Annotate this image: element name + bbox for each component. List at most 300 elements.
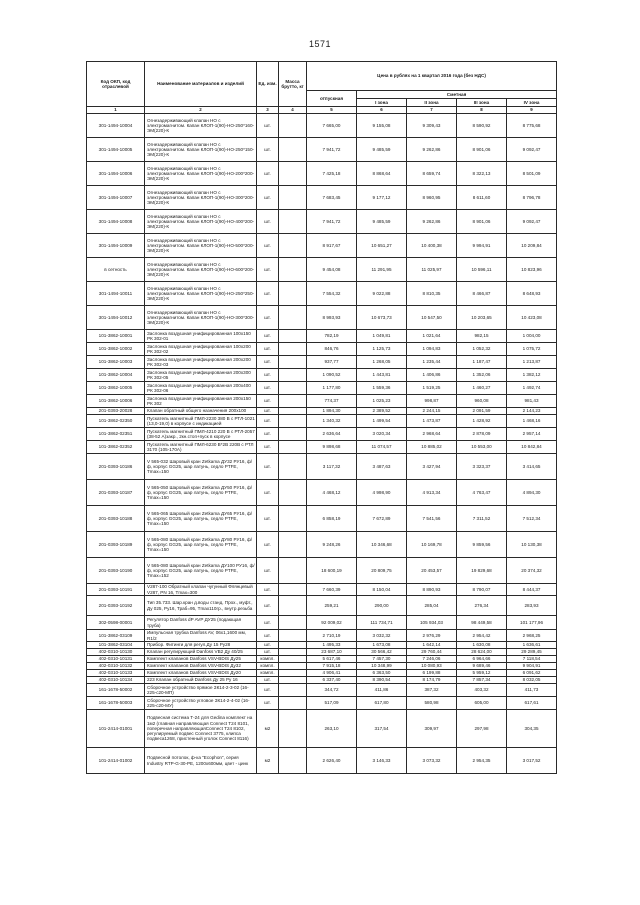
price-zone-3: 10 553,00: [457, 441, 507, 454]
item-mass: [279, 506, 307, 532]
item-unit: шт.: [257, 210, 279, 234]
item-name: Пускатель магнитный ПМЛ-2230 380 В с РТЛ-1021 (13,0-19,0) в корпусе с индикацией: [145, 415, 257, 428]
item-mass: [279, 408, 307, 415]
item-code: 402-0310-10132: [87, 663, 145, 670]
price-release: 7 915,18: [307, 663, 357, 670]
price-release: 7 425,18: [307, 162, 357, 186]
item-unit: шт.: [257, 408, 279, 415]
price-zone-4: 283,93: [507, 596, 557, 616]
price-zone-1: 7 672,89: [357, 506, 407, 532]
item-unit: шт.: [257, 558, 279, 584]
item-unit: шт.: [257, 186, 279, 210]
price-zone-3: 6 964,66: [457, 656, 507, 663]
price-zone-1: 9 485,59: [357, 138, 407, 162]
price-zone-3: 7 857,34: [457, 677, 507, 684]
table-row: [87, 369, 557, 382]
price-zone-3: 9 689,46: [457, 663, 507, 670]
item-unit: шт.: [257, 441, 279, 454]
item-name: V 565-032 Шаровый кран Zetkama ДУ32 РУ16, ф/ф, корпус GG25, шар латунь, седло PTFE, Tmax=150: [145, 454, 257, 480]
price-zone-2: 20 453,57: [407, 558, 457, 584]
item-name: Огнезадерживающий клапан НО с электромагнитом. Капан КЛОП-1(90)-НО-250*150-ЭМ(220)-К: [145, 138, 257, 162]
price-zone-3: 297,98: [457, 710, 507, 748]
column-number: 7: [407, 107, 457, 114]
item-code: 161-1678-50002: [87, 684, 145, 697]
price-zone-2: 8 174,79: [407, 677, 457, 684]
table-row: [87, 663, 557, 670]
item-mass: [279, 382, 307, 395]
price-release: 9 898,68: [307, 441, 357, 454]
price-release: 23 687,10: [307, 649, 357, 656]
price-release: 4 906,41: [307, 670, 357, 677]
item-unit: шт.: [257, 649, 279, 656]
item-mass: [279, 369, 307, 382]
item-name: Заслонка воздушная унифицированная 100х150 РК 302-01: [145, 330, 257, 343]
table-row: [87, 748, 557, 774]
price-zone-2: 10 400,38: [407, 234, 457, 258]
item-name: Огнезадерживающий клапан НО с электромагнитом. Капан КЛОП-1(90)-НО-200*200-ЭМ(220)-К: [145, 162, 257, 186]
header-zone-4: IV зона: [507, 99, 557, 107]
table-row: [87, 415, 557, 428]
table-row: [87, 428, 557, 441]
price-zone-4: 10 209,84: [507, 234, 557, 258]
price-zone-2: 10 885,02: [407, 441, 457, 454]
table-row: [87, 408, 557, 415]
item-mass: [279, 684, 307, 697]
table-row: [87, 306, 557, 330]
item-unit: шт.: [257, 596, 279, 616]
price-release: 7 660,39: [307, 584, 357, 596]
price-zone-3: 1 187,47: [457, 356, 507, 369]
price-zone-4: 1 492,74: [507, 382, 557, 395]
price-zone-2: 9 262,86: [407, 210, 457, 234]
item-mass: [279, 210, 307, 234]
price-release: 6 858,19: [307, 506, 357, 532]
item-unit: шт.: [257, 480, 279, 506]
price-release: 4 468,12: [307, 480, 357, 506]
table-row: [87, 697, 557, 710]
price-zone-4: 1 468,16: [507, 415, 557, 428]
price-release: 9 454,08: [307, 258, 357, 282]
item-name: Огнезадерживающий клапан НО с электромагнитом. Капан КЛОП-1(90)-НО-500*200-ЭМ(220)-К: [145, 234, 257, 258]
price-zone-4: 304,35: [507, 710, 557, 748]
price-zone-3: 8 590,92: [457, 114, 507, 138]
price-zone-4: 1 075,72: [507, 343, 557, 356]
price-zone-3: 9 859,56: [457, 532, 507, 558]
price-zone-3: 276,34: [457, 596, 507, 616]
table-header: [87, 62, 557, 114]
table-row: [87, 584, 557, 596]
price-zone-2: 29 760,44: [407, 649, 457, 656]
item-code: 301-1494-10011: [87, 282, 145, 306]
item-unit: шт.: [257, 282, 279, 306]
table-row: [87, 532, 557, 558]
item-unit: шт.: [257, 330, 279, 343]
item-name: V 565-065 Шаровый кран Zetkama ДУ65 РУ16, ф/ф, корпус GG25, шар латунь, седло PTFE, Tmax=150: [145, 506, 257, 532]
item-mass: [279, 649, 307, 656]
item-code: 161-1678-50003: [87, 697, 145, 710]
item-code: 301-1494-10012: [87, 306, 145, 330]
table-row: [87, 234, 557, 258]
price-zone-1: 111 734,71: [357, 616, 407, 630]
item-name: Огнезадерживающий клапан НО с электромагнитом. Капан КЛОП-1(90)-НО-600*200-ЭМ(220)-К: [145, 258, 257, 282]
price-zone-3: 1 460,27: [457, 382, 507, 395]
price-zone-1: 10 651,27: [357, 234, 407, 258]
item-mass: [279, 114, 307, 138]
price-zone-2: 3 427,94: [407, 454, 457, 480]
price-zone-1: 1 125,73: [357, 343, 407, 356]
item-name: Прибор. Фитинги для регул.Ду 15 Ру28: [145, 642, 257, 649]
item-code: 201-0393-10187: [87, 480, 145, 506]
item-unit: компл.: [257, 670, 279, 677]
item-unit: шт.: [257, 532, 279, 558]
item-name: Комплект клапанов Danfoss VSV-BDIS Ду32: [145, 663, 257, 670]
item-code: 101-3862-10002: [87, 343, 145, 356]
column-number: 5: [307, 107, 357, 114]
item-unit: шт.: [257, 258, 279, 282]
price-release: 92 009,02: [307, 616, 357, 630]
item-name: V 565-050 Шаровый кран Zetkama ДУ50 РУ16, ф/ф, корпус GG25, шар латунь, седло PTFE, Tmax=150: [145, 480, 257, 506]
price-zone-4: 10 842,84: [507, 441, 557, 454]
price-zone-1: 3 032,32: [357, 630, 407, 642]
header-name: Наименование материалов и изделий: [145, 62, 257, 107]
item-code: 101-3862-10004: [87, 369, 145, 382]
item-mass: [279, 356, 307, 369]
column-number: 1: [87, 107, 145, 114]
item-mass: [279, 234, 307, 258]
price-zone-3: 98 449,58: [457, 616, 507, 630]
item-mass: [279, 663, 307, 670]
item-name: Подвесной потолок, ф-ка "Ecophon", серия Industry RTP-G-30-PE, 1200х600мм, цвет - цинк: [145, 748, 257, 774]
item-name: Огнезадерживающий клапан НО с электромагнитом. Капан КЛОП-1(90)-НО-300*300-ЭМ(220)-К: [145, 306, 257, 330]
price-zone-4: 29 289,45: [507, 649, 557, 656]
table-row: [87, 506, 557, 532]
item-name: Клапан обратный общего назначения 200х100: [145, 408, 257, 415]
price-zone-3: 3 323,37: [457, 454, 507, 480]
price-zone-3: 1 428,92: [457, 415, 507, 428]
item-code: 101-3862-10006: [87, 395, 145, 408]
item-mass: [279, 616, 307, 630]
price-zone-3: 605,00: [457, 697, 507, 710]
item-unit: м2: [257, 748, 279, 774]
price-zone-1: 1 025,23: [357, 395, 407, 408]
price-zone-1: 9 155,08: [357, 114, 407, 138]
price-zone-1: 10 673,73: [357, 306, 407, 330]
price-release: 846,76: [307, 343, 357, 356]
item-unit: шт.: [257, 506, 279, 532]
item-code: 101-3862-03104: [87, 642, 145, 649]
price-zone-2: 580,98: [407, 697, 457, 710]
item-mass: [279, 162, 307, 186]
price-zone-4: 8 648,93: [507, 282, 557, 306]
price-release: 7 554,32: [307, 282, 357, 306]
item-code: 101-3862-10005: [87, 382, 145, 395]
price-release: 774,37: [307, 395, 357, 408]
price-zone-2: 1 235,44: [407, 356, 457, 369]
item-code: 301-1494-10006: [87, 162, 145, 186]
item-mass: [279, 186, 307, 210]
item-mass: [279, 532, 307, 558]
item-code: 301-1494-10008: [87, 210, 145, 234]
column-number: 9: [507, 107, 557, 114]
item-unit: шт.: [257, 395, 279, 408]
item-unit: шт.: [257, 162, 279, 186]
price-zone-1: 1 673,08: [357, 642, 407, 649]
price-release: 7 683,45: [307, 186, 357, 210]
column-number-row: [87, 107, 557, 114]
price-release: 344,72: [307, 684, 357, 697]
price-zone-2: 10 169,78: [407, 532, 457, 558]
price-zone-3: 28 624,00: [457, 649, 507, 656]
price-zone-1: 8 868,64: [357, 162, 407, 186]
table-row: [87, 186, 557, 210]
table-row: [87, 656, 557, 663]
price-zone-1: 1 049,81: [357, 330, 407, 343]
item-mass: [279, 596, 307, 616]
price-release: 3 117,32: [307, 454, 357, 480]
price-zone-2: 8 659,74: [407, 162, 457, 186]
price-zone-4: 8 501,09: [507, 162, 557, 186]
table-row: [87, 343, 557, 356]
header-zone-1: I зона: [357, 99, 407, 107]
item-name: V287-100 Обратный клапан чугунный Флянцевый V287, PN 16, Tmax=300: [145, 584, 257, 596]
header-code: Код ОКП, код отраслевой: [87, 62, 145, 107]
item-name: Огнезадерживающий клапан НО с электромагнитом. Капан КЛОП-1(90)-НО-250*160-ЭМ(220)-К: [145, 114, 257, 138]
price-zone-3: 960,08: [457, 395, 507, 408]
price-zone-3: 1 052,32: [457, 343, 507, 356]
price-zone-1: 4 998,90: [357, 480, 407, 506]
price-zone-4: 7 512,34: [507, 506, 557, 532]
price-zone-2: 387,32: [407, 684, 457, 697]
table-row: [87, 162, 557, 186]
price-zone-3: 8 611,60: [457, 186, 507, 210]
header-unit: Ед. изм.: [257, 62, 279, 107]
price-zone-1: 11 074,57: [357, 441, 407, 454]
price-zone-2: 7 541,56: [407, 506, 457, 532]
item-unit: шт.: [257, 382, 279, 395]
item-unit: шт.: [257, 343, 279, 356]
item-code: 101-3862-02351: [87, 428, 145, 441]
item-mass: [279, 558, 307, 584]
item-code: 201-0393-10186: [87, 454, 145, 480]
table-row: [87, 441, 557, 454]
price-zone-3: 8 901,06: [457, 138, 507, 162]
item-code: 101-3862-10003: [87, 356, 145, 369]
item-name: Пускатель магнитный ПМЛ-4210 220 В с РТЛ-2057 (38-52 А)закр., 2кн.стоп+пуск в корпусе: [145, 428, 257, 441]
item-name: Комплект клапанов Danfoss VSV-BDIS Ду25: [145, 656, 257, 663]
price-zone-2: 105 934,03: [407, 616, 457, 630]
price-zone-3: 7 311,52: [457, 506, 507, 532]
item-unit: м2: [257, 710, 279, 748]
price-zone-4: 617,61: [507, 697, 557, 710]
item-name: Клапан регулирующий Danfoss VB2 Ду 40/25: [145, 649, 257, 656]
price-release: 259,21: [307, 596, 357, 616]
item-code: в сетность: [87, 258, 145, 282]
price-release: 18 600,19: [307, 558, 357, 584]
item-name: Огнезадерживающий клапан НО с электромагнитом. Капан КЛОП-1(90)-НО-250*250-ЭМ(220)-К: [145, 282, 257, 306]
price-zone-3: 4 763,47: [457, 480, 507, 506]
price-zone-2: 1 642,14: [407, 642, 457, 649]
item-mass: [279, 330, 307, 343]
price-zone-4: 9 092,47: [507, 138, 557, 162]
item-code: 101-2414-01001: [87, 710, 145, 748]
price-zone-2: 1 519,25: [407, 382, 457, 395]
price-zone-4: 7 118,54: [507, 656, 557, 663]
price-zone-2: 6 199,88: [407, 670, 457, 677]
column-number: 8: [457, 107, 507, 114]
item-name: Заслонка воздушная унифицированная 200х400 РК 302-06: [145, 382, 257, 395]
header-zone-3: III зона: [457, 99, 507, 107]
item-name: Заслонка воздушная унифицированная 200х200 РК 302-03: [145, 356, 257, 369]
price-zone-4: 8 032,05: [507, 677, 557, 684]
item-code: 301-1494-10007: [87, 186, 145, 210]
price-zone-3: 982,15: [457, 330, 507, 343]
header-price-title: Цена в рублях на 1 квартал 2016 года (без НДС): [307, 62, 557, 91]
price-zone-2: 8 890,93: [407, 584, 457, 596]
item-name: Сборочное устройство угловое ЗК14-2-4-02 (16-225-с20-МУ): [145, 697, 257, 710]
price-zone-4: 10 423,08: [507, 306, 557, 330]
item-mass: [279, 748, 307, 774]
table-row: [87, 382, 557, 395]
table-row: [87, 677, 557, 684]
price-zone-1: 6 363,50: [357, 670, 407, 677]
item-mass: [279, 642, 307, 649]
price-zone-3: 403,32: [457, 684, 507, 697]
item-unit: шт.: [257, 369, 279, 382]
item-unit: шт.: [257, 697, 279, 710]
price-zone-4: 101 177,96: [507, 616, 557, 630]
item-code: 101-3862-10001: [87, 330, 145, 343]
price-zone-1: 1 443,81: [357, 369, 407, 382]
price-release: 5 617,46: [307, 656, 357, 663]
price-zone-4: 8 444,37: [507, 584, 557, 596]
price-zone-3: 8 466,87: [457, 282, 507, 306]
price-zone-1: 411,86: [357, 684, 407, 697]
item-mass: [279, 258, 307, 282]
table-row: [87, 138, 557, 162]
price-zone-4: 10 823,96: [507, 258, 557, 282]
item-mass: [279, 670, 307, 677]
price-zone-3: 2 954,35: [457, 748, 507, 774]
price-zone-4: 4 894,30: [507, 480, 557, 506]
item-unit: шт.: [257, 306, 279, 330]
table-row: [87, 710, 557, 748]
price-zone-3: 10 203,65: [457, 306, 507, 330]
price-zone-1: 11 291,95: [357, 258, 407, 282]
price-zone-3: 1 630,08: [457, 642, 507, 649]
price-zone-1: 10 346,68: [357, 532, 407, 558]
item-code: 302-0598-00001: [87, 616, 145, 630]
item-unit: шт.: [257, 642, 279, 649]
item-mass: [279, 306, 307, 330]
price-release: 1 495,33: [307, 642, 357, 649]
header-zone-2: II зона: [407, 99, 457, 107]
price-zone-4: 3 017,52: [507, 748, 557, 774]
item-mass: [279, 395, 307, 408]
table-row: [87, 670, 557, 677]
header-estimate: Сметная: [357, 91, 557, 99]
price-table: [86, 61, 557, 774]
price-zone-4: 1 636,61: [507, 642, 557, 649]
price-zone-4: 411,73: [507, 684, 557, 697]
price-zone-1: 1 499,54: [357, 415, 407, 428]
item-mass: [279, 343, 307, 356]
item-unit: шт.: [257, 684, 279, 697]
item-unit: шт.: [257, 415, 279, 428]
price-zone-3: 19 829,68: [457, 558, 507, 584]
price-zone-2: 1 406,86: [407, 369, 457, 382]
price-zone-4: 8 775,68: [507, 114, 557, 138]
price-zone-4: 6 091,62: [507, 670, 557, 677]
price-zone-1: 9 177,12: [357, 186, 407, 210]
price-zone-3: 1 352,06: [457, 369, 507, 382]
item-code: 201-0393-10190: [87, 558, 145, 584]
item-mass: [279, 415, 307, 428]
price-zone-1: 3 487,63: [357, 454, 407, 480]
item-mass: [279, 138, 307, 162]
price-zone-1: 617,80: [357, 697, 407, 710]
item-unit: шт.: [257, 454, 279, 480]
table-row: [87, 330, 557, 343]
price-zone-2: 2 976,29: [407, 630, 457, 642]
price-release: 517,09: [307, 697, 357, 710]
item-name: V 565-080 Шаровый кран Zetkama ДУ100 РУ16, ф/ф, корпус GG25, шар латунь, седло PTFE, Tmax=152: [145, 558, 257, 584]
price-zone-1: 20 809,75: [357, 558, 407, 584]
price-zone-1: 1 268,05: [357, 356, 407, 369]
item-unit: шт.: [257, 630, 279, 642]
item-unit: шт.: [257, 356, 279, 369]
price-zone-2: 10 547,50: [407, 306, 457, 330]
price-zone-1: 1 559,36: [357, 382, 407, 395]
price-zone-4: 20 374,32: [507, 558, 557, 584]
price-zone-4: 2 957,14: [507, 428, 557, 441]
price-release: 1 177,80: [307, 382, 357, 395]
price-zone-1: 3 020,34: [357, 428, 407, 441]
price-zone-2: 7 246,06: [407, 656, 457, 663]
table-row: [87, 558, 557, 584]
price-zone-1: 317,54: [357, 710, 407, 748]
price-release: 2 626,40: [307, 748, 357, 774]
item-code: 101-3862-02350: [87, 415, 145, 428]
table-row: [87, 395, 557, 408]
item-name: V 565-080 Шаровый кран Zetkama ДУ80 РУ16, ф/ф, корпус GG25, шар латунь, седло PTFE, Tmax=150: [145, 532, 257, 558]
item-unit: шт.: [257, 616, 279, 630]
item-code: 402-0310-10134: [87, 677, 145, 684]
price-zone-1: 7 457,30: [357, 656, 407, 663]
price-zone-1: 8 390,54: [357, 677, 407, 684]
item-name: Тип 35.733. Шар.кран д.воды станд. Прох., муфт., Ду 025, Ру16, Траб=95, Tmax110гр., внутр.резьба: [145, 596, 257, 616]
price-zone-2: 1 094,83: [407, 343, 457, 356]
price-zone-1: 9 485,59: [357, 210, 407, 234]
item-name: 223 Клапан обратный Danfoss Ду 25 Ру 16: [145, 677, 257, 684]
item-unit: шт.: [257, 428, 279, 441]
price-zone-1: 290,00: [357, 596, 407, 616]
header-mass: Масса брутто, кг: [279, 62, 307, 107]
table-row: [87, 480, 557, 506]
price-zone-2: 8 960,95: [407, 186, 457, 210]
item-code: 201-0393-10192: [87, 596, 145, 616]
item-code: 101-2414-01002: [87, 748, 145, 774]
table-body: [87, 114, 557, 774]
item-code: 101-3862-02352: [87, 441, 145, 454]
price-zone-2: 8 810,35: [407, 282, 457, 306]
price-release: 2 636,64: [307, 428, 357, 441]
item-name: Импульсная трубка Danfoss AV, 06х1,1600 мм, R1/2: [145, 630, 257, 642]
item-mass: [279, 630, 307, 642]
item-mass: [279, 282, 307, 306]
item-mass: [279, 428, 307, 441]
price-zone-1: 8 150,04: [357, 584, 407, 596]
price-release: 1 090,52: [307, 369, 357, 382]
